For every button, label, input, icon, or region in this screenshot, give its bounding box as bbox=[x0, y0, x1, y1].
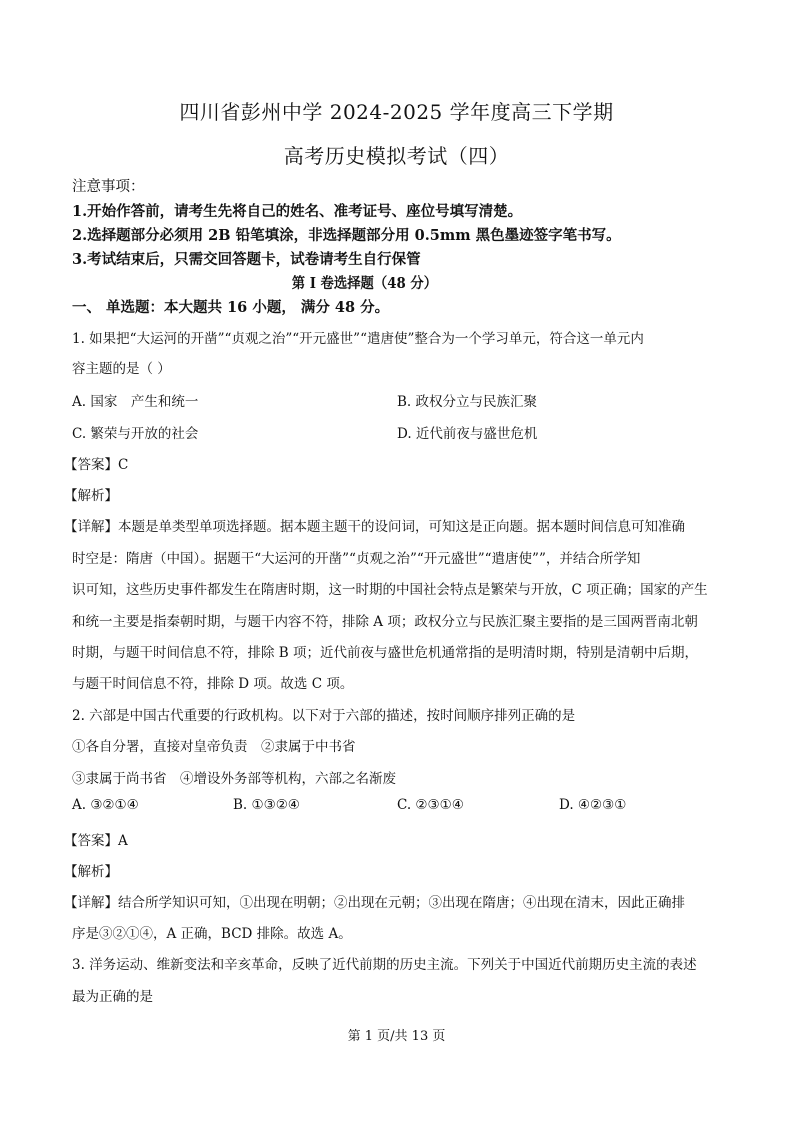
q2-analysis-label: 【解析】 bbox=[64, 864, 118, 880]
section-title: 第 I 卷选择题（48 分） bbox=[291, 275, 438, 292]
q1-detail-line: 识可知，这些历史事件都发生在隋唐时期，这一时期的中国社会特点是繁荣与开放，C 项正确；国家的产生 bbox=[72, 582, 708, 598]
q1-stem-line2: 容主题的是（ ） bbox=[72, 361, 171, 377]
q1-analysis-label: 【解析】 bbox=[64, 488, 118, 504]
q2-detail-line: 序是③②①④，A 正确，BCD 排除。故选 A。 bbox=[72, 926, 352, 942]
q1-detail-line: 与题干时间信息不符，排除 D 项。故选 C 项。 bbox=[72, 676, 354, 692]
exam-title-line1: 四川省彭州中学 2024-2025 学年度高三下学期 bbox=[179, 100, 614, 124]
q2-stem-line2: ①各自分署，直接对皇帝负责 ②隶属于中书省 bbox=[72, 739, 356, 755]
notice-item-1: 1.开始作答前，请考生先将自己的姓名、准考证号、座位号填写清楚。 bbox=[72, 203, 523, 220]
q1-option-d: D. 近代前夜与盛世危机 bbox=[397, 426, 538, 442]
notice-item-2: 2.选择题部分必须用 2B 铅笔填涂，非选择题部分用 0.5mm 黑色墨迹签字笔书写。 bbox=[72, 227, 621, 244]
q2-detail-line: 【详解】结合所学知识可知，①出现在明朝；②出现在元朝；③出现在隋唐；④出现在清末，因此正确排 bbox=[64, 895, 685, 911]
q1-option-b: B. 政权分立与民族汇聚 bbox=[397, 394, 538, 410]
q2-stem-line3: ③隶属于尚书省 ④增设外务部等机构，六部之名渐废 bbox=[72, 771, 396, 787]
q1-option-a: A. 国家 产生和统一 bbox=[72, 394, 199, 410]
q2-option-b: B. ①③②④ bbox=[233, 797, 300, 813]
q2-option-d: D. ④②③① bbox=[559, 797, 627, 813]
q1-detail-line: 【详解】本题是单类型单项选择题。据本题主题干的设问词，可知这是正向题。据本题时间信息可知准确 bbox=[64, 519, 685, 535]
q1-answer: 【答案】C bbox=[64, 457, 129, 473]
section-subtitle: 一、 单选题：本大题共 16 小题， 满分 48 分。 bbox=[72, 299, 390, 316]
q1-detail-line: 时期，与题干时间信息不符，排除 B 项；近代前夜与盛世危机通常指的是明清时期，特别是清朝中后期， bbox=[72, 645, 699, 661]
q2-option-c: C. ②③①④ bbox=[397, 797, 464, 813]
exam-title-line2: 高考历史模拟考试（四） bbox=[283, 144, 510, 168]
q1-option-c: C. 繁荣与开放的社会 bbox=[72, 426, 199, 442]
page-footer: 第 1 页/共 13 页 bbox=[347, 1029, 446, 1044]
notice-item-3: 3.考试结束后，只需交回答题卡，试卷请考生自行保管 bbox=[72, 251, 421, 268]
q1-detail-line: 时空是：隋唐（中国）。据题干“大运河的开凿”“贞观之治”“开元盛世”“遣唐使””，并结合所学知 bbox=[72, 551, 641, 567]
q3-stem-line2: 最为正确的是 bbox=[72, 989, 153, 1005]
q2-answer: 【答案】A bbox=[64, 833, 128, 849]
q2-option-a: A. ③②①④ bbox=[72, 797, 139, 813]
q1-detail-line: 和统一主要是指秦朝时期，与题干内容不符，排除 A 项；政权分立与民族汇聚主要指的是三国两晋南北朝 bbox=[72, 614, 698, 630]
q1-stem-line1: 1. 如果把“大运河的开凿”“贞观之治”“开元盛世”“遣唐使”整合为一个学习单元，符合这一单元内 bbox=[72, 331, 644, 347]
notice-heading: 注意事项： bbox=[72, 179, 145, 195]
q2-stem-line1: 2. 六部是中国古代重要的行政机构。以下对于六部的描述，按时间顺序排列正确的是 bbox=[72, 708, 576, 724]
q3-stem-line1: 3. 洋务运动、维新变法和辛亥革命，反映了近代前期的历史主流。下列关于中国近代前期历史主流的表述 bbox=[72, 957, 697, 973]
